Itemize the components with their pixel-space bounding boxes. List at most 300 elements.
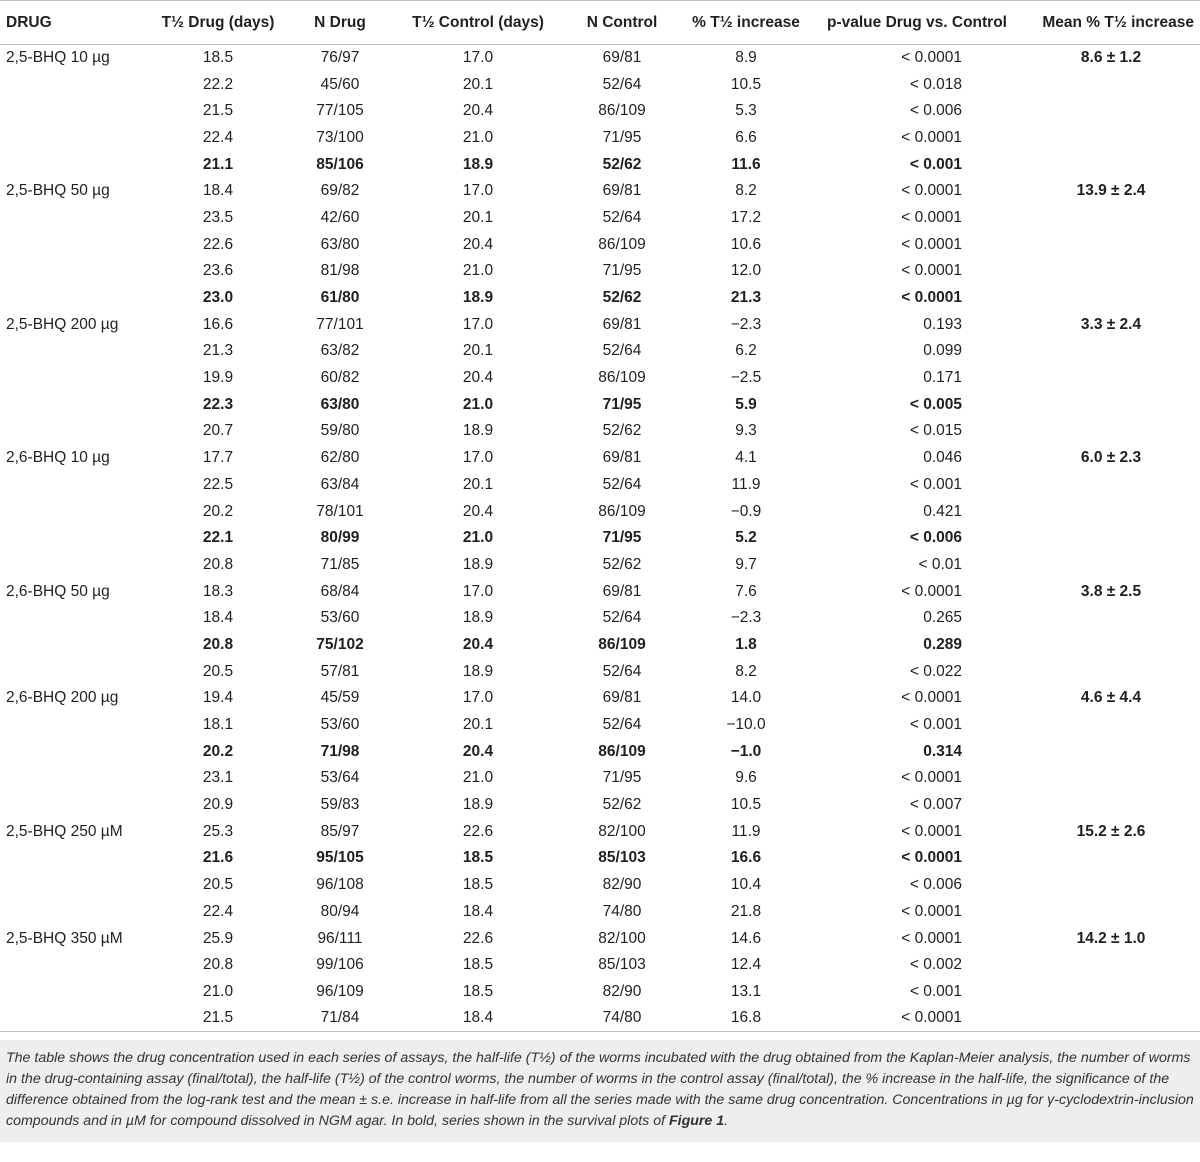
t-ctrl-cell: 21.0 [462,529,494,547]
table-row [0,845,1200,872]
n-ctrl-cell: 86/109 [598,502,646,520]
n-ctrl-cell: 86/109 [598,742,646,760]
n-ctrl-cell: 74/80 [602,1009,642,1027]
n-ctrl-cell: 82/90 [602,982,642,1000]
pct-cell: 5.2 [735,529,757,547]
mean-increase-cell [1022,872,1200,899]
p-cell: 0.046 [923,449,962,467]
pct-cell: 11.9 [731,822,761,840]
t-ctrl-cell: 22.6 [462,929,494,947]
table-row [0,498,1200,525]
table-row [0,712,1200,739]
mean-increase-cell [1022,285,1200,312]
t-drug-cell: 22.2 [202,75,234,93]
t-drug-cell: 22.6 [202,235,234,253]
n-drug-cell: 71/98 [320,742,360,760]
n-ctrl-cell: 52/62 [602,155,642,173]
drug-cell [0,418,148,445]
n-drug-cell: 53/64 [320,769,360,787]
pct-cell: 21.3 [730,289,762,307]
n-ctrl-cell: 85/103 [598,956,646,974]
p-cell: < 0.0001 [901,769,962,787]
table-row [0,632,1200,659]
p-cell: < 0.001 [909,716,962,734]
pct-cell: 17.2 [730,208,762,226]
t-drug-cell: 21.6 [202,849,234,867]
t-ctrl-cell: 18.5 [462,956,494,974]
t-ctrl-cell: 18.9 [462,155,494,173]
p-cell: < 0.018 [909,75,962,93]
n-ctrl-cell: 86/109 [598,235,646,253]
table-row [0,311,1200,338]
n-drug-cell: 63/80 [320,235,360,253]
drug-cell [0,151,148,178]
n-drug-cell: 53/60 [320,716,360,734]
n-ctrl-cell: 52/62 [602,555,642,573]
p-cell: < 0.0001 [901,49,962,67]
p-cell: < 0.0001 [901,849,962,867]
mean-increase-cell [1022,952,1200,979]
column-header: % T½ increase [692,13,800,31]
table-row [0,765,1200,792]
drug-cell: 2,5-BHQ 250 µM [6,822,123,840]
mean-increase-cell [1022,151,1200,178]
drug-cell [0,899,148,926]
table-row [0,125,1200,152]
table-row [0,45,1200,72]
p-cell: < 0.001 [909,982,962,1000]
n-drug-cell: 61/80 [320,289,360,307]
figure-reference: Figure 1 [668,1113,725,1130]
column-header: DRUG [6,13,52,31]
t-drug-cell: 21.0 [202,982,234,1000]
drug-cell [0,285,148,312]
mean-increase-cell: 3.3 ± 2.4 [1080,315,1142,333]
t-ctrl-cell: 21.0 [462,128,494,146]
p-cell: < 0.001 [909,475,962,493]
pct-cell: −0.9 [730,502,762,520]
drug-cell: 2,5-BHQ 10 µg [6,49,110,67]
t-drug-cell: 21.5 [202,102,234,120]
table-row [0,578,1200,605]
drug-cell [0,472,148,499]
t-ctrl-cell: 17.0 [462,315,494,333]
t-ctrl-cell: 20.4 [462,742,494,760]
mean-increase-cell: 8.6 ± 1.2 [1080,49,1142,67]
t-ctrl-cell: 18.9 [462,609,494,627]
n-ctrl-cell: 71/95 [602,128,642,146]
p-cell: < 0.002 [909,956,962,974]
n-ctrl-cell: 82/90 [602,876,642,894]
column-header: T½ Control (days) [412,13,544,31]
drug-cell [0,765,148,792]
t-ctrl-cell: 17.0 [462,182,494,200]
pct-cell: 16.6 [730,849,762,867]
table-body [0,45,1200,1032]
n-ctrl-cell: 85/103 [598,849,646,867]
t-ctrl-cell: 18.4 [462,902,494,920]
pct-cell: 6.6 [735,128,757,146]
pct-cell: 9.7 [735,555,757,573]
n-ctrl-cell: 69/81 [602,182,642,200]
n-drug-cell: 63/82 [320,342,360,360]
drug-cell [0,338,148,365]
p-cell: 0.289 [923,635,962,653]
t-ctrl-cell: 17.0 [462,449,494,467]
mean-increase-cell [1022,765,1200,792]
mean-increase-cell [1022,632,1200,659]
mean-increase-cell [1022,525,1200,552]
t-ctrl-cell: 20.1 [462,208,494,226]
t-drug-cell: 20.7 [202,422,234,440]
t-ctrl-cell: 18.9 [462,289,494,307]
t-drug-cell: 20.5 [202,876,234,894]
drug-cell: 2,5-BHQ 50 µg [6,182,110,200]
table-row [0,925,1200,952]
mean-increase-cell [1022,71,1200,98]
t-drug-cell: 22.4 [202,902,234,920]
mean-increase-cell [1022,899,1200,926]
p-cell: < 0.0001 [901,822,962,840]
pct-cell: 5.3 [735,102,757,120]
t-drug-cell: 23.0 [202,289,234,307]
p-cell: < 0.022 [909,662,962,680]
t-ctrl-cell: 17.0 [462,689,494,707]
pct-cell: 12.0 [730,262,762,280]
mean-increase-cell [1022,205,1200,232]
t-drug-cell: 23.6 [202,262,234,280]
t-ctrl-cell: 18.9 [462,422,494,440]
t-drug-cell: 22.4 [202,128,234,146]
column-header: T½ Drug (days) [161,13,275,31]
n-ctrl-cell: 52/64 [602,609,642,627]
t-ctrl-cell: 20.1 [462,716,494,734]
pct-cell: 10.5 [730,75,762,93]
mean-increase-cell: 14.2 ± 1.0 [1076,929,1146,947]
t-drug-cell: 18.5 [202,49,234,67]
table-row [0,151,1200,178]
pct-cell: 8.2 [735,662,757,680]
t-ctrl-cell: 21.0 [462,395,494,413]
footnote-text: The table shows the drug concentration used in each series of assays, the half-life (T½) of the worms incubated with the drug obtained from the Kaplan-Meier analysis, the number of worms in the drug-containing assay (final/total), the half-life (T½) of the control worms, the number of worms in the control assay (final/total), the % increase in the half-life, the significance of the difference obtained from the log-rank test and the mean ± s.e. increase in half-life from all the series made with the same drug concentration. Concentrations in µg for γ-cyclodextrin-inclusion compounds and in µM for compound dissolved in NGM agar. In bold, series shown in the survival plots of [6,1050,1194,1130]
t-ctrl-cell: 20.4 [462,369,494,387]
pct-cell: 8.2 [735,182,757,200]
n-ctrl-cell: 52/64 [602,716,642,734]
n-drug-cell: 77/105 [316,102,364,120]
n-ctrl-cell: 86/109 [598,635,646,653]
n-drug-cell: 95/105 [316,849,364,867]
column-header: N Drug [314,13,366,31]
drug-cell [0,658,148,685]
mean-increase-cell: 13.9 ± 2.4 [1076,182,1146,200]
n-ctrl-cell: 82/100 [598,822,646,840]
p-cell: < 0.007 [909,796,962,814]
t-drug-cell: 20.8 [202,956,234,974]
table-row [0,178,1200,205]
mean-increase-cell [1022,98,1200,125]
column-header: p-value Drug vs. Control [827,13,1007,31]
pct-cell: 10.5 [730,796,762,814]
n-ctrl-cell: 52/64 [602,208,642,226]
p-cell: < 0.01 [918,555,962,573]
footnote-end: . [724,1113,729,1130]
table-row [0,391,1200,418]
table-row [0,445,1200,472]
n-drug-cell: 96/108 [316,876,364,894]
pct-cell: 11.9 [731,475,761,493]
table-row [0,979,1200,1006]
n-drug-cell: 57/81 [320,662,360,680]
n-drug-cell: 80/94 [320,902,360,920]
t-drug-cell: 22.5 [202,475,234,493]
table-footnote [0,1040,1200,1142]
p-cell: < 0.0001 [901,689,962,707]
n-drug-cell: 73/100 [316,128,364,146]
n-ctrl-cell: 71/95 [602,769,642,787]
t-drug-cell: 23.5 [202,208,234,226]
table-row [0,205,1200,232]
p-cell: < 0.015 [909,422,962,440]
drug-cell [0,979,148,1006]
mean-increase-cell [1022,1005,1200,1032]
t-ctrl-cell: 21.0 [462,262,494,280]
n-ctrl-cell: 52/64 [602,475,642,493]
p-cell: 0.171 [923,369,962,387]
pct-cell: 10.6 [730,235,762,253]
drug-cell [0,525,148,552]
t-drug-cell: 19.4 [202,689,234,707]
p-cell: < 0.0001 [901,208,962,226]
pct-cell: 6.2 [735,342,757,360]
t-ctrl-cell: 18.4 [462,1009,494,1027]
pct-cell: 21.8 [730,902,762,920]
table-row [0,792,1200,819]
n-drug-cell: 81/98 [320,262,360,280]
mean-increase-cell [1022,338,1200,365]
p-cell: < 0.0001 [901,1009,962,1027]
pct-cell: −2.3 [730,315,762,333]
t-ctrl-cell: 18.9 [462,662,494,680]
t-ctrl-cell: 20.4 [462,635,494,653]
t-ctrl-cell: 20.4 [462,235,494,253]
t-drug-cell: 20.5 [202,662,234,680]
t-drug-cell: 18.3 [202,582,234,600]
t-drug-cell: 18.4 [202,182,234,200]
pct-cell: 5.9 [735,395,757,413]
pct-cell: 10.4 [730,876,762,894]
table-row [0,338,1200,365]
drug-cell [0,231,148,258]
n-ctrl-cell: 52/62 [602,796,642,814]
pct-cell: −10.0 [726,716,766,734]
table-row [0,71,1200,98]
t-ctrl-cell: 17.0 [462,49,494,67]
n-drug-cell: 59/83 [320,796,360,814]
p-cell: < 0.0001 [901,262,962,280]
n-drug-cell: 59/80 [320,422,360,440]
mean-increase-cell [1022,738,1200,765]
table-row [0,285,1200,312]
drug-cell [0,738,148,765]
n-drug-cell: 63/84 [320,475,360,493]
n-ctrl-cell: 86/109 [598,102,646,120]
p-cell: 0.265 [923,609,962,627]
t-drug-cell: 20.8 [202,635,234,653]
n-ctrl-cell: 86/109 [598,369,646,387]
n-ctrl-cell: 69/81 [602,689,642,707]
table-row [0,952,1200,979]
t-drug-cell: 23.1 [202,769,234,787]
p-cell: < 0.005 [909,395,962,413]
n-drug-cell: 77/101 [316,315,364,333]
n-ctrl-cell: 52/62 [602,289,642,307]
n-drug-cell: 69/82 [320,182,360,200]
drug-cell [0,498,148,525]
n-ctrl-cell: 69/81 [602,449,642,467]
t-ctrl-cell: 18.9 [462,555,494,573]
drug-cell [0,365,148,392]
n-ctrl-cell: 52/64 [602,342,642,360]
n-drug-cell: 76/97 [320,49,360,67]
p-cell: 0.193 [923,315,962,333]
n-drug-cell: 71/84 [320,1009,360,1027]
t-drug-cell: 25.3 [202,822,234,840]
mean-increase-cell [1022,605,1200,632]
mean-increase-cell [1022,231,1200,258]
p-cell: 0.099 [923,342,962,360]
table-row [0,472,1200,499]
pct-cell: 1.8 [735,635,757,653]
n-drug-cell: 53/60 [320,609,360,627]
t-drug-cell: 21.3 [202,342,234,360]
pct-cell: −1.0 [730,742,762,760]
drug-cell [0,605,148,632]
p-cell: < 0.0001 [901,929,962,947]
t-drug-cell: 20.9 [202,796,234,814]
t-drug-cell: 22.1 [202,529,234,547]
n-ctrl-cell: 71/95 [602,529,642,547]
n-drug-cell: 45/60 [320,75,360,93]
t-ctrl-cell: 18.5 [462,982,494,1000]
p-cell: 0.314 [923,742,962,760]
t-ctrl-cell: 20.1 [462,475,494,493]
mean-increase-cell [1022,365,1200,392]
mean-increase-cell [1022,845,1200,872]
drug-cell: 2,6-BHQ 50 µg [6,582,110,600]
pct-cell: −2.3 [730,609,762,627]
n-drug-cell: 78/101 [316,502,364,520]
n-drug-cell: 68/84 [320,582,360,600]
table-row [0,1005,1200,1032]
drug-cell [0,712,148,739]
t-ctrl-cell: 17.0 [462,582,494,600]
t-drug-cell: 20.2 [202,502,234,520]
p-cell: < 0.006 [909,529,962,547]
n-drug-cell: 85/106 [316,155,364,173]
t-drug-cell: 21.1 [202,155,234,173]
n-ctrl-cell: 74/80 [602,902,642,920]
mean-increase-cell [1022,658,1200,685]
pct-cell: 14.0 [730,689,762,707]
t-drug-cell: 20.8 [202,555,234,573]
table-row [0,685,1200,712]
n-ctrl-cell: 71/95 [602,395,642,413]
table-row [0,525,1200,552]
drug-cell [0,205,148,232]
p-cell: < 0.0001 [901,235,962,253]
pct-cell: 12.4 [730,956,762,974]
column-header: Mean % T½ increase [1042,13,1194,31]
p-cell: < 0.0001 [901,289,962,307]
table-row [0,899,1200,926]
drug-cell: 2,5-BHQ 350 µM [6,929,123,947]
t-ctrl-cell: 20.4 [462,502,494,520]
t-ctrl-cell: 20.1 [462,75,494,93]
mean-increase-cell [1022,391,1200,418]
t-drug-cell: 16.6 [202,315,234,333]
p-cell: < 0.0001 [901,902,962,920]
mean-increase-cell [1022,472,1200,499]
t-ctrl-cell: 18.9 [462,796,494,814]
t-drug-cell: 18.1 [202,716,234,734]
mean-increase-cell [1022,792,1200,819]
n-drug-cell: 80/99 [320,529,360,547]
p-cell: < 0.0001 [901,582,962,600]
n-drug-cell: 42/60 [320,208,360,226]
drug-cell [0,258,148,285]
drug-cell [0,552,148,579]
n-drug-cell: 62/80 [320,449,360,467]
mean-increase-cell: 6.0 ± 2.3 [1080,449,1142,467]
mean-increase-cell [1022,258,1200,285]
n-ctrl-cell: 52/62 [602,422,642,440]
mean-increase-cell [1022,125,1200,152]
table-row [0,418,1200,445]
pct-cell: 8.9 [735,49,757,67]
n-drug-cell: 99/106 [316,956,364,974]
drug-cell [0,952,148,979]
table-row [0,231,1200,258]
drug-cell: 2,6-BHQ 10 µg [6,449,110,467]
mean-increase-cell: 3.8 ± 2.5 [1080,582,1142,600]
drug-cell [0,845,148,872]
mean-increase-cell: 15.2 ± 2.6 [1076,822,1146,840]
table-row [0,872,1200,899]
table-row [0,98,1200,125]
n-ctrl-cell: 52/64 [602,662,642,680]
drug-cell: 2,5-BHQ 200 µg [6,315,119,333]
n-drug-cell: 85/97 [320,822,360,840]
pct-cell: 13.1 [730,982,762,1000]
mean-increase-cell: 4.6 ± 4.4 [1080,689,1142,707]
n-drug-cell: 60/82 [320,369,360,387]
mean-increase-cell [1022,979,1200,1006]
n-drug-cell: 63/80 [320,395,360,413]
n-drug-cell: 75/102 [316,635,364,653]
pct-cell: 11.6 [731,155,761,173]
drug-cell [0,125,148,152]
t-ctrl-cell: 20.1 [462,342,494,360]
drug-cell [0,71,148,98]
t-ctrl-cell: 21.0 [462,769,494,787]
table-row [0,658,1200,685]
n-ctrl-cell: 69/81 [602,582,642,600]
t-drug-cell: 25.9 [202,929,234,947]
t-ctrl-cell: 20.4 [462,102,494,120]
pct-cell: 14.6 [730,929,762,947]
t-drug-cell: 21.5 [202,1009,234,1027]
n-ctrl-cell: 69/81 [602,49,642,67]
